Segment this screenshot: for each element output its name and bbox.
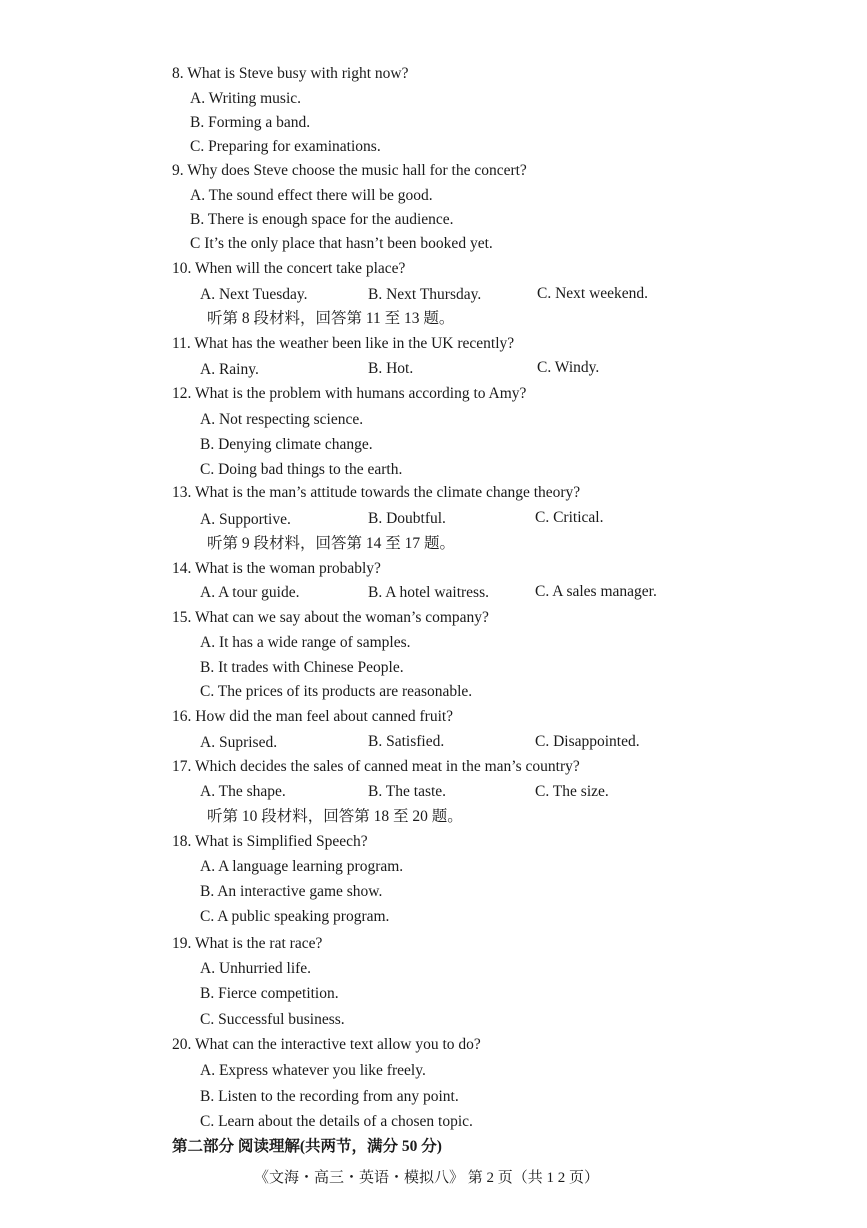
question-19-option-c: C. Successful business. (200, 1011, 345, 1028)
question-12-option-b: B. Denying climate change. (200, 436, 373, 453)
question-11-option-b: B. Hot. (368, 360, 414, 377)
question-18-option-b: B. An interactive game show. (200, 883, 383, 900)
question-19-option-a: A. Unhurried life. (200, 960, 312, 977)
question-19-option-b: B. Fierce competition. (200, 985, 339, 1002)
question-15-option-c: C. The prices of its products are reasonable. (200, 683, 473, 700)
question-9-option-a: A. The sound effect there will be good. (190, 187, 433, 204)
question-8-option-b: B. Forming a band. (190, 114, 311, 131)
question-17-option-b: B. The taste. (368, 783, 447, 800)
question-10-option-c: C. Next weekend. (537, 285, 649, 302)
question-16-option-a: A. Suprised. (200, 734, 278, 751)
question-9-stem: 9. Why does Steve choose the music hall for the concert? (172, 162, 527, 179)
question-11-option-c: C. Windy. (537, 359, 600, 376)
question-15-option-a: A. It has a wide range of samples. (200, 634, 411, 651)
question-12-option-c: C. Doing bad things to the earth. (200, 461, 403, 478)
question-14-option-c: C. A sales manager. (535, 583, 657, 600)
question-14-option-a: A. A tour guide. (200, 584, 300, 601)
question-12-option-a: A. Not respecting science. (200, 411, 364, 428)
question-9-option-b: B. There is enough space for the audience. (190, 211, 454, 228)
question-13-option-b: B. Doubtful. (368, 510, 446, 527)
question-20-option-a: A. Express whatever you like freely. (200, 1062, 426, 1079)
question-20-stem: 20. What can the interactive text allow you to do? (172, 1036, 481, 1053)
question-13-option-a: A. Supportive. (200, 511, 291, 528)
page-footer: 《文海・高三・英语・模拟八》 第 2 页（共 1 2 页） (254, 1170, 600, 1186)
question-19-stem: 19. What is the rat race? (172, 935, 323, 952)
question-14-stem: 14. What is the woman probably? (172, 560, 381, 577)
question-10-option-a: A. Next Tuesday. (200, 286, 308, 303)
question-8-option-a: A. Writing music. (190, 90, 302, 107)
question-20-option-b: B. Listen to the recording from any point. (200, 1088, 459, 1105)
section-10-instruction: 听第 10 段材料，回答第 18 至 20 题。 (207, 808, 463, 825)
question-20-option-c: C. Learn about the details of a chosen topic. (200, 1113, 473, 1130)
question-13-stem: 13. What is the man’s attitude towards the climate change theory? (172, 484, 581, 501)
question-8-option-c: C. Preparing for examinations. (190, 138, 381, 155)
question-10-option-b: B. Next Thursday. (368, 286, 482, 303)
question-17-option-a: A. The shape. (200, 783, 286, 800)
section-8-instruction: 听第 8 段材料，回答第 11 至 13 题。 (207, 310, 455, 327)
question-18-option-a: A. A language learning program. (200, 858, 404, 875)
question-11-stem: 11. What has the weather been like in the UK recently? (172, 335, 515, 352)
question-17-option-c: C. The size. (535, 783, 609, 800)
question-17-stem: 17. Which decides the sales of canned meat in the man’s country? (172, 758, 580, 775)
part-2-heading: 第二部分 阅读理解(共两节，满分 50 分) (172, 1138, 442, 1155)
question-9-option-c: C It’s the only place that hasn’t been booked yet. (190, 235, 493, 252)
question-18-stem: 18. What is Simplified Speech? (172, 833, 368, 850)
question-8-stem: 8. What is Steve busy with right now? (172, 65, 409, 82)
section-9-instruction: 听第 9 段材料，回答第 14 至 17 题。 (207, 535, 456, 552)
question-18-option-c: C. A public speaking program. (200, 908, 390, 925)
question-10-stem: 10. When will the concert take place? (172, 260, 406, 277)
question-15-option-b: B. It trades with Chinese People. (200, 659, 404, 676)
question-12-stem: 12. What is the problem with humans according to Amy? (172, 385, 527, 402)
question-11-option-a: A. Rainy. (200, 361, 259, 378)
question-16-option-b: B. Satisfied. (368, 733, 445, 750)
question-13-option-c: C. Critical. (535, 509, 604, 526)
question-16-option-c: C. Disappointed. (535, 733, 640, 750)
question-15-stem: 15. What can we say about the woman’s company? (172, 609, 489, 626)
question-14-option-b: B. A hotel waitress. (368, 584, 489, 601)
question-16-stem: 16. How did the man feel about canned fruit? (172, 708, 454, 725)
